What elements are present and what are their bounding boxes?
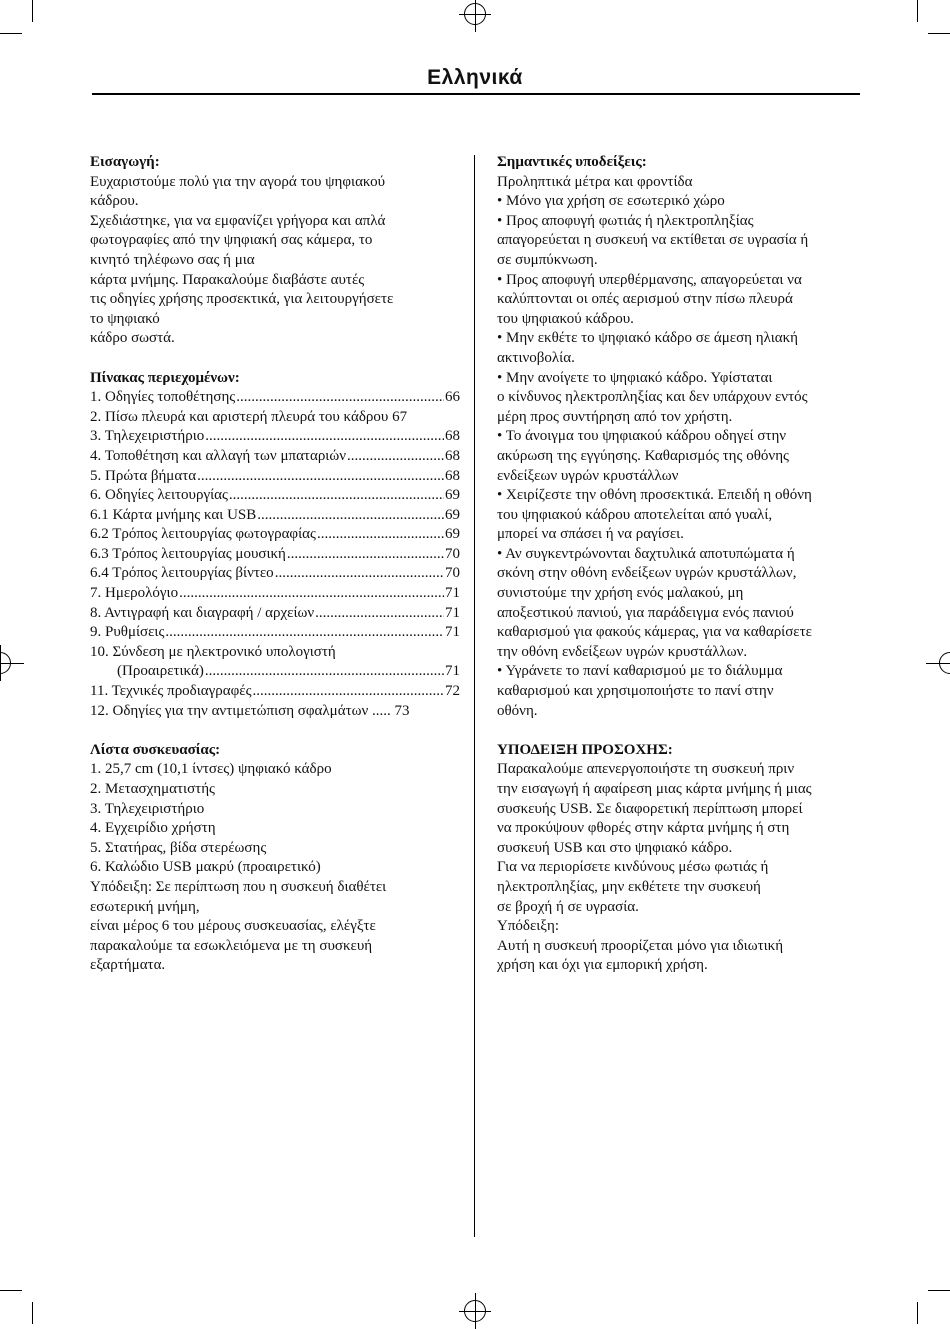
text-line: • Μην ανοίγετε το ψηφιακό κάδρο. Υφίσταται [497,369,773,386]
caution-heading: ΥΠΟΔΕΙΞΗ ΠΡΟΣΟΧΗΣ: [497,741,673,758]
toc-entry: 3. Τηλεχειριστήριο ..... 68 [90,427,460,447]
intro-heading: Εισαγωγή: [90,154,160,170]
text-line: κάδρο σωστά. [90,330,175,347]
registration-mark [464,3,486,25]
text-line: ακτινοβολία. [497,349,575,366]
text-line: • Προς αποφυγή φωτιάς ή ηλεκτροπληξίας [497,212,754,229]
text-line: Ευχαριστούμε πολύ για την αγορά του ψηφιακού [90,173,386,190]
text-line: του ψηφιακού κάδρου αποτελείται από γυαλί, [497,506,773,523]
caution-text [497,760,865,976]
text-line: ηλεκτροπληξίας, μην εκθέτετε την συσκευή [497,878,761,895]
registration-mark [0,652,11,674]
spacer [497,721,865,741]
crop-mark [917,0,918,22]
crop-mark [0,33,22,34]
text-line: Παρακαλούμε απενεργοποιήστε τη συσκευή πριν [497,761,795,778]
toc-entry: 6.4 Τρόπος λειτουργίας βίντεο ..... 70 [90,564,460,584]
crop-mark [928,33,950,34]
notes-heading: Σημαντικές υποδείξεις: [497,154,647,170]
text-line: σκόνη στην οθόνη ενδείξεων υγρών κρυστάλλων, [497,565,797,582]
package-heading: Λίστα συσκευασίας: [90,741,221,758]
text-line: συνιστούμε την χρήση ενός μαλακού, μη [497,585,744,602]
text-line: • Το άνοιγμα του ψηφιακού κάδρου οδηγεί στην [497,428,787,445]
page-title: Ελληνικά [427,66,523,89]
registration-mark [939,652,950,674]
toc-entry: 6.1 Κάρτα μνήμης και USB ..... 69 [90,506,460,526]
text-line: Υπόδειξη: [497,918,560,935]
toc-entry: 6.3 Τρόπος λειτουργίας μουσική ..... 70 [90,545,460,565]
text-line: • Μόνο για χρήση σε εσωτερικό χώρο [497,193,725,210]
text-line: • Υγράνετε το πανί καθαρισμού με το διάλυμμα [497,663,783,680]
text-line: εσωτερική μνήμη, [90,898,200,915]
text-line: μέρη προς συντήρηση από τον χρήστη. [497,408,733,425]
text-line: φωτογραφίες από την ψηφιακή σας κάμερα, το [90,232,373,249]
crop-mark [928,1290,950,1291]
text-line: του ψηφιακού κάδρου. [497,310,634,327]
toc-heading: Πίνακας περιεχομένων: [90,369,240,386]
toc-entry: (Προαιρετικά) ..... 71 [90,662,460,682]
text-line: Προληπτικά μέτρα και φροντίδα [497,173,693,190]
text-line: κινητό τηλέφωνο σας ή μια [90,251,255,268]
text-line: 6. Καλώδιο USB μακρύ (προαιρετικό) [90,859,321,876]
text-line: καλύπτονται οι οπές αερισμού στην πίσω πλευρά [497,291,793,308]
text-line: ενδείξεων υγρών κρυστάλλων [497,467,679,484]
text-line: την εισαγωγή ή αφαίρεση μιας κάρτα μνήμης ή μιας [497,781,812,797]
toc-entry: 7. Ημερολόγιο ..... 71 [90,584,460,604]
text-line: απαγορεύεται η συσκευή να εκτίθεται σε υγρασία ή [497,232,809,249]
text-line: μπορεί να σπάσει ή να ραγίσει. [497,526,684,543]
text-line: τις οδηγίες χρήσης προσεκτικά, για λειτουργήσετε [90,291,394,308]
header-rule [92,93,860,95]
text-line: Σχεδιάστηκε, για να εμφανίζει γρήγορα και απλά [90,212,386,229]
text-line: • Χειρίζεστε την οθόνη προσεκτικά. Επειδή η οθόνη [497,487,812,504]
text-line: αποξεστικού πανιού, για παράδειγμα ενός πανιού [497,604,794,621]
text-line: καθαρισμού για φακούς κάμερας, για να καθαρίσετε [497,624,812,641]
text-line: είναι μέρος 6 του μέρους συσκευασίας, ελέγξτε [90,918,376,935]
text-line: ακύρωση της εγγύησης. Καθαρισμός της οθόνης [497,447,789,464]
crop-mark [917,1302,918,1324]
table-of-contents [90,388,460,721]
text-line: σε συμπύκνωση. [497,251,598,268]
intro-text [90,173,460,349]
spacer [90,349,460,369]
text-line: καθαρισμού και χρησιμοποιήστε το πανί στην [497,683,774,700]
crop-mark [0,1290,22,1291]
text-line: κάδρου. [90,193,139,210]
text-line: οθόνη. [497,702,538,719]
text-line: χρήση και όχι για εμπορική χρήση. [497,957,708,974]
text-line: ο κίνδυνος ηλεκτροπληξίας και δεν υπάρχουν εντός [497,389,808,406]
text-line: 2. Μετασχηματιστής [90,781,215,797]
toc-entry: 11. Τεχνικές προδιαγραφές ..... 72 [90,682,460,702]
toc-entry: 2. Πίσω πλευρά και αριστερή πλευρά του κάδρου 67 [90,408,408,425]
toc-entry: 5. Πρώτα βήματα ..... 68 [90,467,460,487]
toc-entry: 10. Σύνδεση με ηλεκτρονικό υπολογιστή [90,643,336,660]
text-line: Υπόδειξη: Σε περίπτωση που η συσκευή διαθέτει [90,878,387,895]
text-line: • Μην εκθέτε το ψηφιακό κάδρο σε άμεση ηλιακή [497,330,799,347]
notes-text [497,173,865,722]
toc-entry: 9. Ρυθμίσεις ..... 71 [90,623,460,643]
toc-entry: 6.2 Τρόπος λειτουργίας φωτογραφίας ..... 69 [90,525,460,545]
text-line: • Προς αποφυγή υπερθέρμανσης, απαγορεύεται να [497,271,802,288]
spacer [90,721,460,741]
text-line: να προκύψουν φθορές στην κάρτα μνήμης ή στη [497,820,790,837]
left-column [90,153,460,976]
toc-entry: 6. Οδηγίες λειτουργίας ..... 69 [90,486,460,506]
text-line: συσκευής USB. Σε διαφορετική περίπτωση μπορεί [497,800,803,817]
text-line: κάρτα μνήμης. Παρακαλούμε διαβάστε αυτές [90,271,365,288]
text-line: εξαρτήματα. [90,957,166,974]
toc-entry: 4. Τοποθέτηση και αλλαγή των μπαταριών ..... 68 [90,447,460,467]
text-line: 1. 25,7 cm (10,1 ίντσες) ψηφιακό κάδρο [90,761,332,778]
right-column [497,153,865,976]
text-line: • Αν συγκεντρώνονται δαχτυλικά αποτυπώματα ή [497,545,795,562]
package-list [90,760,460,976]
registration-mark [464,1300,486,1322]
text-line: το ψηφιακό [90,310,160,327]
column-divider [474,155,475,1237]
text-line: σε βροχή ή σε υγρασία. [497,898,639,915]
text-line: συσκευή USB και στο ψηφιακό κάδρο. [497,839,733,856]
text-line: Για να περιορίσετε κινδύνους μέσω φωτιάς ή [497,859,769,876]
text-line: 5. Στατήρας, βίδα στερέωσης [90,839,267,856]
text-line: Αυτή η συσκευή προορίζεται μόνο για ιδιωτική [497,937,784,954]
text-line: 4. Εγχειρίδιο χρήστη [90,820,216,837]
crop-mark [32,1302,33,1324]
text-line: παρακαλούμε τα εσωκλειόμενα με τη συσκευή [90,937,373,954]
text-line: 3. Τηλεχειριστήριο [90,800,205,817]
text-line: την οθόνη ενδείξεων υγρών κρυστάλλων. [497,643,748,660]
toc-entry: 1. Οδηγίες τοποθέτησης ..... 66 [90,388,460,408]
toc-entry: 8. Αντιγραφή και διαγραφή / αρχείων ..... 71 [90,604,460,624]
toc-entry: 12. Οδηγίες για την αντιμετώπιση σφαλμάτων ..... 73 [90,702,410,719]
crop-mark [32,0,33,22]
